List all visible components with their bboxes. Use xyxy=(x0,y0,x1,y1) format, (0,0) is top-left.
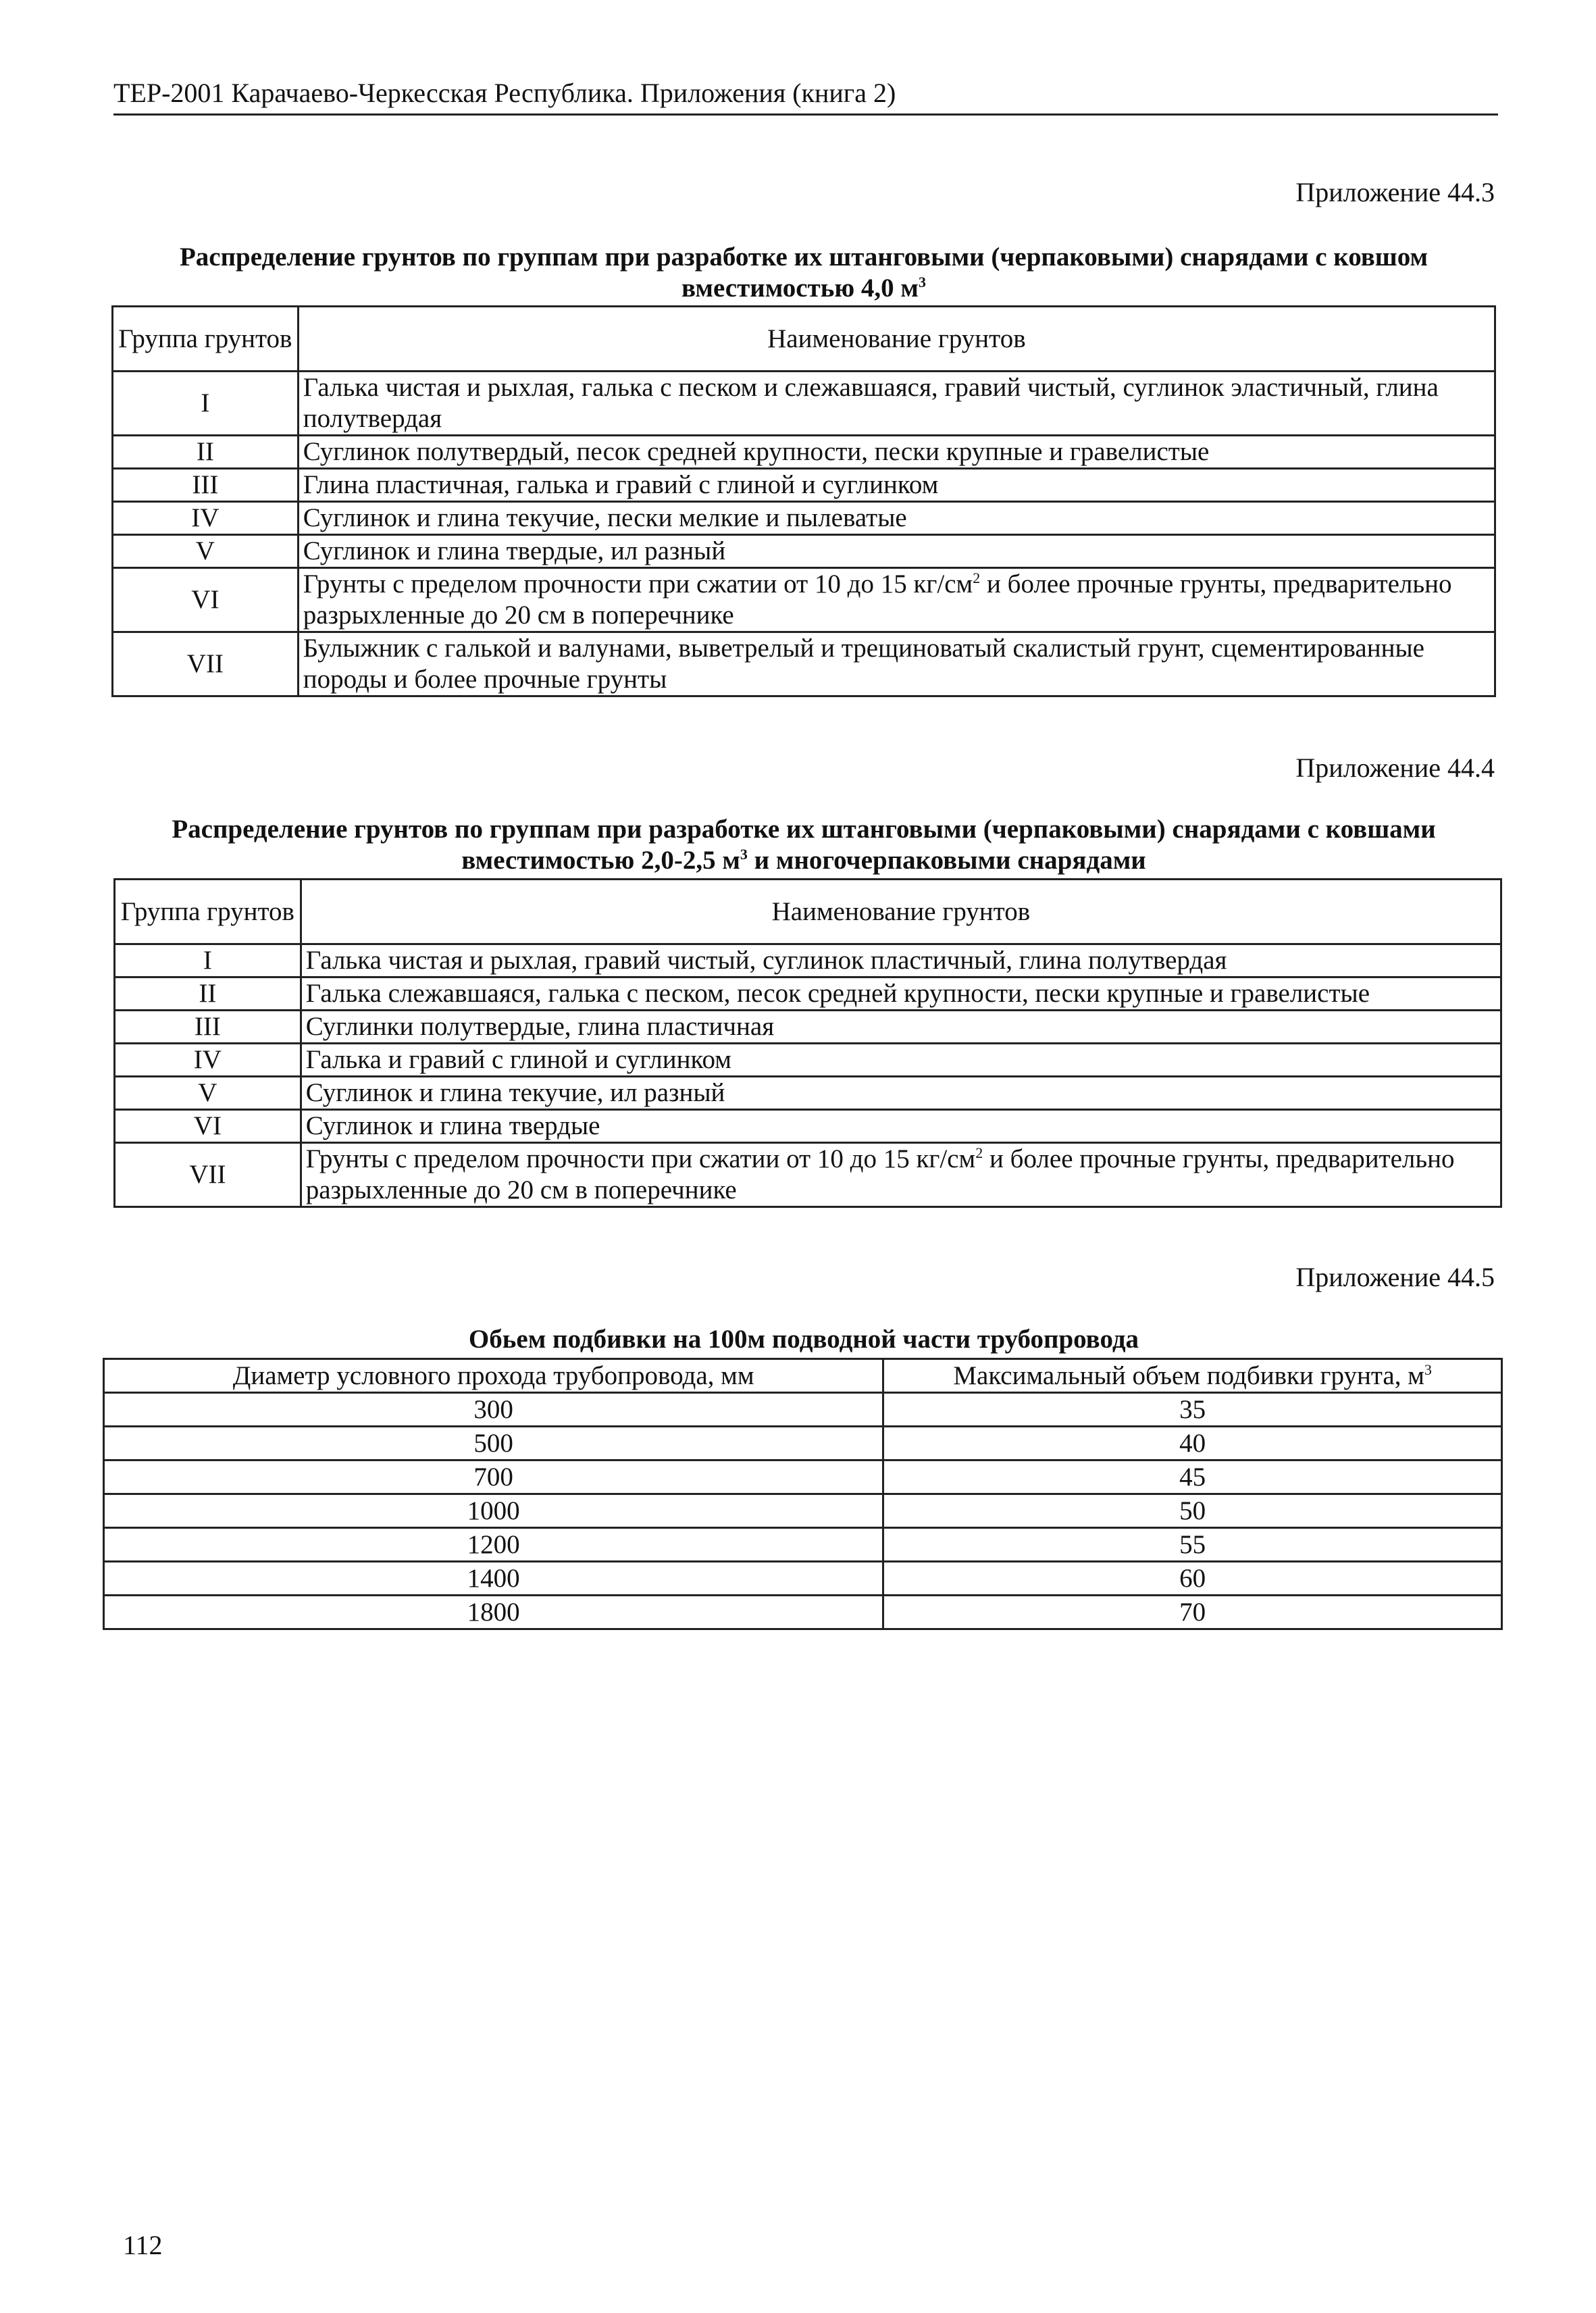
table-row xyxy=(104,1460,1502,1494)
volume-cell: 40 xyxy=(883,1427,1502,1460)
name-cell: Суглинок и глина твердые xyxy=(301,1110,1501,1143)
table-row xyxy=(104,1494,1502,1528)
volume-cell: 50 xyxy=(883,1494,1502,1528)
name-text: Грунты с пределом прочности при сжатии от 10 до 15 кг/см xyxy=(303,569,973,599)
name-text: Грунты с пределом прочности при сжатии от 10 до 15 кг/см xyxy=(305,1144,976,1173)
group-cell: V xyxy=(115,1077,301,1110)
group-cell: II xyxy=(115,977,301,1011)
name-cell: Суглинок и глина твердые, ил разный xyxy=(298,535,1495,568)
caption-text: Распределение грунтов по группам при разработке их штанговыми (черпаковыми) снарядами с ковшом вместимостью 4,0 м xyxy=(179,243,1428,303)
name-cell xyxy=(298,568,1495,632)
group-cell: VII xyxy=(115,1143,301,1207)
table-row xyxy=(113,372,1495,436)
caption-superscript: 3 xyxy=(918,274,926,290)
volume-cell: 45 xyxy=(883,1460,1502,1494)
table-44-4 xyxy=(113,878,1502,1208)
volume-cell: 70 xyxy=(883,1596,1502,1629)
table-44-3 xyxy=(111,305,1496,697)
group-cell: IV xyxy=(113,502,299,535)
table-row xyxy=(113,436,1495,469)
name-cell: Суглинок и глина текучие, пески мелкие и пылеватые xyxy=(298,502,1495,535)
table-row xyxy=(115,1143,1501,1207)
table-row xyxy=(104,1528,1502,1562)
table-row xyxy=(113,502,1495,535)
table-row xyxy=(104,1427,1502,1460)
column-header-name: Наименование грунтов xyxy=(301,880,1501,944)
group-cell: V xyxy=(113,535,299,568)
table-row xyxy=(113,568,1495,632)
name-cell: Галька слежавшаяся, галька с песком, песок средней крупности, пески крупные и гравелистые xyxy=(301,977,1501,1011)
appendix-44-4-label: Приложение 44.4 xyxy=(1295,753,1495,783)
name-cell: Глина пластичная, галька и гравий с глиной и суглинком xyxy=(298,469,1495,502)
column-header-diameter: Диаметр условного прохода трубопровода, мм xyxy=(104,1359,883,1393)
table-row xyxy=(115,1110,1501,1143)
table-44-5 xyxy=(103,1358,1503,1630)
table-header-row xyxy=(104,1359,1502,1393)
table-header-row xyxy=(115,880,1501,944)
name-cell xyxy=(301,1143,1501,1207)
group-cell: I xyxy=(113,372,299,436)
group-cell: III xyxy=(113,469,299,502)
volume-cell: 35 xyxy=(883,1393,1502,1427)
table-row xyxy=(115,1077,1501,1110)
name-cell: Суглинок полутвердый, песок средней крупности, пески крупные и гравелистые xyxy=(298,436,1495,469)
volume-cell: 55 xyxy=(883,1528,1502,1562)
column-header-volume-text: Максимальный объем подбивки грунта, м xyxy=(953,1361,1424,1390)
column-header-group: Группа грунтов xyxy=(113,307,299,372)
diameter-cell: 300 xyxy=(104,1393,883,1427)
appendix-44-3-label: Приложение 44.3 xyxy=(1295,177,1495,207)
column-header-name: Наименование грунтов xyxy=(298,307,1495,372)
caption-text: Распределение грунтов по группам при разработке их штанговыми (черпаковыми) снарядами с ковшами вместимостью 2,0-2,5 м xyxy=(172,815,1436,875)
table-44-3-caption xyxy=(108,242,1499,304)
table-header-row xyxy=(113,307,1495,372)
diameter-cell: 1000 xyxy=(104,1494,883,1528)
group-cell: III xyxy=(115,1011,301,1044)
table-row xyxy=(113,469,1495,502)
name-cell: Галька чистая и рыхлая, галька с песком и слежавшаяся, гравий чистый, суглинок эластичный, глина полутвердая xyxy=(298,372,1495,436)
name-cell: Галька чистая и рыхлая, гравий чистый, суглинок пластичный, глина полутвердая xyxy=(301,944,1501,977)
table-row xyxy=(115,1044,1501,1077)
appendix-44-5-label: Приложение 44.5 xyxy=(1295,1262,1495,1292)
volume-cell: 60 xyxy=(883,1562,1502,1596)
diameter-cell: 1400 xyxy=(104,1562,883,1596)
running-header: ТЕР-2001 Карачаево-Черкесская Республика. Приложения (книга 2) xyxy=(113,74,1498,116)
name-text-continued: и более прочные грунты, предварительно разрыхленные до 20 см в поперечнике xyxy=(303,569,1452,630)
group-cell: IV xyxy=(115,1044,301,1077)
table-row xyxy=(115,977,1501,1011)
name-cell: Суглинки полутвердые, глина пластичная xyxy=(301,1011,1501,1044)
table-row xyxy=(113,535,1495,568)
page-number: 112 xyxy=(123,2230,163,2260)
diameter-cell: 1800 xyxy=(104,1596,883,1629)
caption-text-continued: и многочерпаковыми снарядами xyxy=(747,846,1146,875)
table-44-5-caption: Обьем подбивки на 100м подводной части трубопровода xyxy=(468,1325,1139,1354)
table-row xyxy=(104,1562,1502,1596)
table-row xyxy=(104,1596,1502,1629)
table-row xyxy=(113,632,1495,696)
name-superscript: 2 xyxy=(975,1144,983,1161)
column-header-volume-superscript: 3 xyxy=(1424,1361,1432,1378)
group-cell: I xyxy=(115,944,301,977)
diameter-cell: 700 xyxy=(104,1460,883,1494)
name-cell: Суглинок и глина текучие, ил разный xyxy=(301,1077,1501,1110)
group-cell: VI xyxy=(113,568,299,632)
table-row xyxy=(115,944,1501,977)
name-text-continued: и более прочные грунты, предварительно разрыхленные до 20 см в поперечнике xyxy=(305,1144,1455,1204)
table-row xyxy=(104,1393,1502,1427)
table-row xyxy=(115,1011,1501,1044)
name-cell: Галька и гравий с глиной и суглинком xyxy=(301,1044,1501,1077)
name-cell: Булыжник с галькой и валунами, выветрелый и трещиноватый скалистый грунт, сцементированные породы и более прочные грунты xyxy=(298,632,1495,696)
diameter-cell: 500 xyxy=(104,1427,883,1460)
diameter-cell: 1200 xyxy=(104,1528,883,1562)
column-header-group: Группа грунтов xyxy=(115,880,301,944)
group-cell: VI xyxy=(115,1110,301,1143)
caption-superscript: 3 xyxy=(740,846,748,863)
name-superscript: 2 xyxy=(973,569,981,586)
table-44-4-caption xyxy=(108,814,1499,876)
group-cell: VII xyxy=(113,632,299,696)
column-header-volume xyxy=(883,1359,1502,1393)
group-cell: II xyxy=(113,436,299,469)
